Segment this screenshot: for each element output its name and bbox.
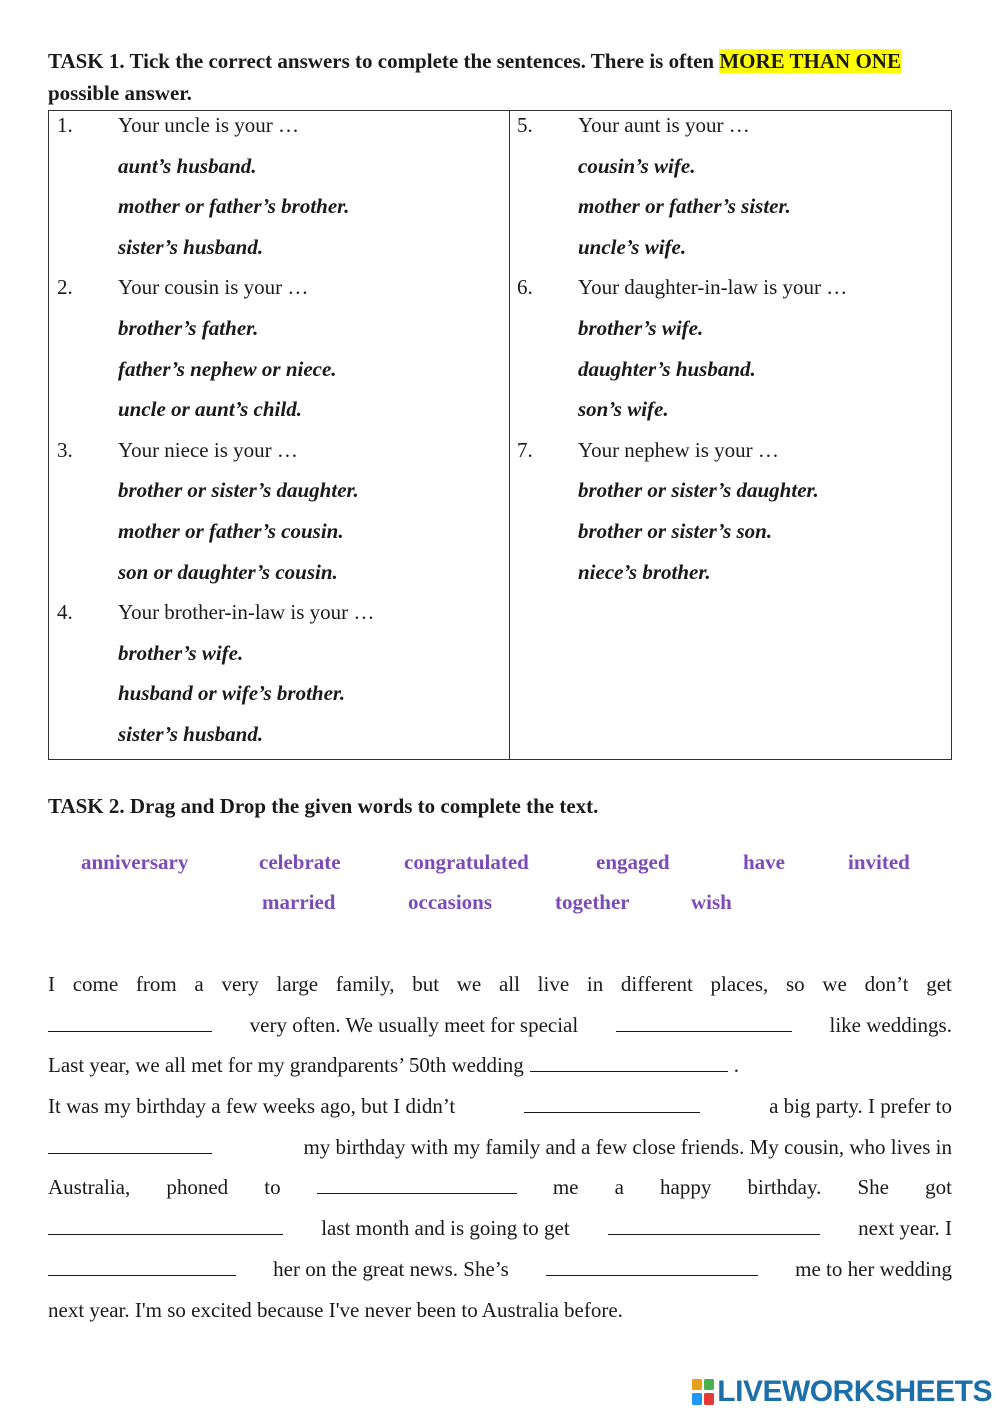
answer-option-label: father’s nephew or niece. <box>118 356 337 381</box>
draggable-word[interactable]: anniversary <box>81 850 189 874</box>
drop-blank-1[interactable] <box>48 1011 212 1032</box>
passage-text: like weddings. <box>829 1012 952 1037</box>
passage-word: get <box>926 972 952 996</box>
drop-blank-3[interactable] <box>530 1051 728 1072</box>
draggable-word[interactable]: have <box>743 850 785 874</box>
question-text: Your nephew is your … <box>578 437 779 462</box>
answer-option-label: uncle or aunt’s child. <box>118 397 302 422</box>
passage-text: Last year, we all met for my grandparents’ 50th wedding <box>48 1053 524 1078</box>
answer-option-label: brother’s father. <box>118 315 259 340</box>
passage-text: her on the great news. She’s <box>273 1256 509 1281</box>
drop-blank-6[interactable] <box>317 1173 517 1194</box>
passage-word: phoned <box>166 1175 229 1200</box>
question-2 <box>49 273 509 435</box>
answer-option[interactable] <box>509 476 951 517</box>
answer-option-label: brother’s wife. <box>578 315 704 340</box>
answer-option-label: son or daughter’s cousin. <box>118 559 338 584</box>
passage-text: a big party. I prefer to <box>769 1094 952 1119</box>
passage-line-3 <box>48 1051 952 1092</box>
question-number: 3. <box>57 437 73 462</box>
passage-word: got <box>925 1175 952 1200</box>
draggable-word[interactable]: engaged <box>596 850 670 874</box>
passage-text: . <box>733 1053 740 1078</box>
answer-option-label: brother or sister’s daughter. <box>118 478 359 503</box>
answer-option[interactable] <box>509 233 951 274</box>
passage-line-7 <box>48 1214 952 1255</box>
draggable-word[interactable]: together <box>555 890 630 914</box>
passage-word: a <box>194 972 204 996</box>
passage-text: next year. I <box>858 1216 952 1241</box>
passage-word: happy <box>660 1175 712 1200</box>
drop-blank-8[interactable] <box>608 1214 820 1235</box>
task2-heading: TASK 2. Drag and Drop the given words to complete the text. <box>48 794 599 818</box>
passage-line-2 <box>48 1011 952 1052</box>
question-number: 5. <box>517 113 533 137</box>
passage-word: all <box>498 972 520 996</box>
task1-heading <box>48 45 952 109</box>
drop-blank-10[interactable] <box>546 1255 758 1276</box>
questions-column-left <box>49 111 510 759</box>
drop-blank-9[interactable] <box>48 1255 236 1276</box>
answer-option-label: brother or sister’s daughter. <box>578 478 819 503</box>
passage-word: but <box>412 972 440 996</box>
answer-option[interactable] <box>49 233 509 274</box>
question-3 <box>49 436 509 598</box>
draggable-word[interactable]: wish <box>691 890 732 914</box>
question-7 <box>509 436 951 598</box>
passage-word: come <box>72 972 119 996</box>
answer-option-label: uncle’s wife. <box>578 234 687 259</box>
question-number: 4. <box>57 600 73 625</box>
passage-word: to <box>264 1175 281 1200</box>
passage-text: my birthday with my family and a few close friends. My cousin, who lives in <box>303 1134 952 1159</box>
passage-text: me to her wedding <box>795 1256 952 1281</box>
draggable-word[interactable]: occasions <box>408 890 492 914</box>
passage-text: very often. We usually meet for special <box>249 1012 579 1037</box>
passage-word: don’t <box>864 972 909 996</box>
passage-line-4 <box>48 1092 952 1133</box>
answer-option[interactable] <box>509 558 951 599</box>
answer-option-label: aunt’s husband. <box>118 153 257 178</box>
brand-watermark <box>692 1375 992 1409</box>
answer-option[interactable] <box>49 314 509 355</box>
passage-line-5 <box>48 1133 952 1174</box>
passage-line-8 <box>48 1255 952 1296</box>
question-number: 6. <box>517 275 533 300</box>
answer-option[interactable] <box>49 476 509 517</box>
draggable-word[interactable]: celebrate <box>259 850 341 874</box>
word-bank-row-1 <box>48 850 952 890</box>
passage-word: She <box>857 1175 889 1200</box>
drop-blank-4[interactable] <box>524 1092 700 1113</box>
task1-heading-text: TASK 1. Tick the correct answers to complete the sentences. There is often <box>48 49 720 73</box>
answer-option-label: mother or father’s cousin. <box>118 518 344 543</box>
answer-option-label: brother or sister’s son. <box>578 518 773 543</box>
passage-word: Australia, <box>48 1175 131 1200</box>
passage-word: we <box>456 972 482 996</box>
answer-option-label: son’s wife. <box>578 397 669 422</box>
passage-word: a <box>614 1175 624 1200</box>
drop-blank-7[interactable] <box>48 1214 283 1235</box>
answer-option[interactable] <box>49 639 509 680</box>
question-text: Your aunt is your … <box>578 113 750 137</box>
drop-blank-5[interactable] <box>48 1133 212 1154</box>
word-bank-row-2 <box>48 890 952 930</box>
answer-option-label: brother’s wife. <box>118 640 244 665</box>
passage-word: me <box>552 1175 579 1200</box>
answer-option[interactable] <box>49 517 509 558</box>
answer-option-label: husband or wife’s brother. <box>118 681 346 706</box>
passage-word: we <box>822 972 847 996</box>
answer-option-label: sister’s husband. <box>118 721 264 746</box>
answer-option-label: mother or father’s brother. <box>118 194 350 219</box>
passage-line-6 <box>48 1173 952 1214</box>
question-text: Your uncle is your … <box>118 113 300 137</box>
answer-option[interactable] <box>509 517 951 558</box>
question-number: 1. <box>57 113 73 137</box>
passage-line-9 <box>48 1296 952 1337</box>
answer-option[interactable] <box>49 720 509 761</box>
passage-word: from <box>135 972 177 996</box>
passage-word: large <box>276 972 319 996</box>
passage-word: I <box>48 972 55 996</box>
question-6 <box>509 273 951 435</box>
passage-word: so <box>785 972 805 996</box>
question-text: Your daughter-in-law is your … <box>578 275 848 300</box>
question-1 <box>49 111 509 273</box>
questions-table <box>48 110 952 760</box>
answer-option-label: daughter’s husband. <box>578 356 756 381</box>
question-number: 7. <box>517 437 533 462</box>
answer-option-label: cousin’s wife. <box>578 153 696 178</box>
passage-word: birthday. <box>747 1175 822 1200</box>
brand-name: LIVEWORKSHEETS <box>717 1375 992 1408</box>
draggable-word[interactable]: married <box>262 890 336 914</box>
passage-word: live <box>537 972 570 996</box>
task1-heading-text-end: possible answer. <box>48 81 192 105</box>
answer-option-label: niece’s brother. <box>578 559 711 584</box>
question-number: 2. <box>57 275 73 300</box>
answer-option[interactable] <box>49 355 509 396</box>
answer-option[interactable] <box>49 192 509 233</box>
question-5 <box>509 111 951 273</box>
question-text: Your niece is your … <box>118 437 298 462</box>
drop-blank-2[interactable] <box>616 1011 792 1032</box>
passage-line-1 <box>48 970 952 1011</box>
answer-option-label: mother or father’s sister. <box>578 194 791 219</box>
passage-word: very <box>221 972 259 996</box>
task1-heading-highlight: MORE THAN ONE <box>719 49 901 73</box>
answer-option[interactable] <box>509 152 951 193</box>
draggable-word[interactable]: invited <box>848 850 910 874</box>
questions-column-right <box>509 111 951 759</box>
passage-word: different <box>620 972 693 996</box>
question-text: Your brother-in-law is your … <box>118 600 375 625</box>
answer-option[interactable] <box>509 355 951 396</box>
answer-option-label: sister’s husband. <box>118 234 264 259</box>
passage <box>48 970 952 1336</box>
passage-text: last month and is going to get <box>321 1216 570 1241</box>
draggable-word[interactable]: congratulated <box>404 850 529 874</box>
answer-option[interactable] <box>509 192 951 233</box>
answer-option[interactable] <box>49 395 509 436</box>
passage-word: in <box>586 972 604 996</box>
question-4 <box>49 598 509 760</box>
passage-text: next year. I'm so excited because I've never been to Australia before. <box>48 1297 623 1322</box>
answer-option[interactable] <box>509 314 951 355</box>
question-text: Your cousin is your … <box>118 275 309 300</box>
answer-option[interactable] <box>49 152 509 193</box>
answer-option[interactable] <box>509 395 951 436</box>
word-bank <box>48 850 952 930</box>
answer-option[interactable] <box>49 558 509 599</box>
liveworksheets-logo-icon <box>692 1379 714 1405</box>
passage-text: It was my birthday a few weeks ago, but I didn’t <box>48 1094 456 1119</box>
passage-word: family, <box>335 972 395 996</box>
passage-word: places, <box>710 972 769 996</box>
answer-option[interactable] <box>49 679 509 720</box>
